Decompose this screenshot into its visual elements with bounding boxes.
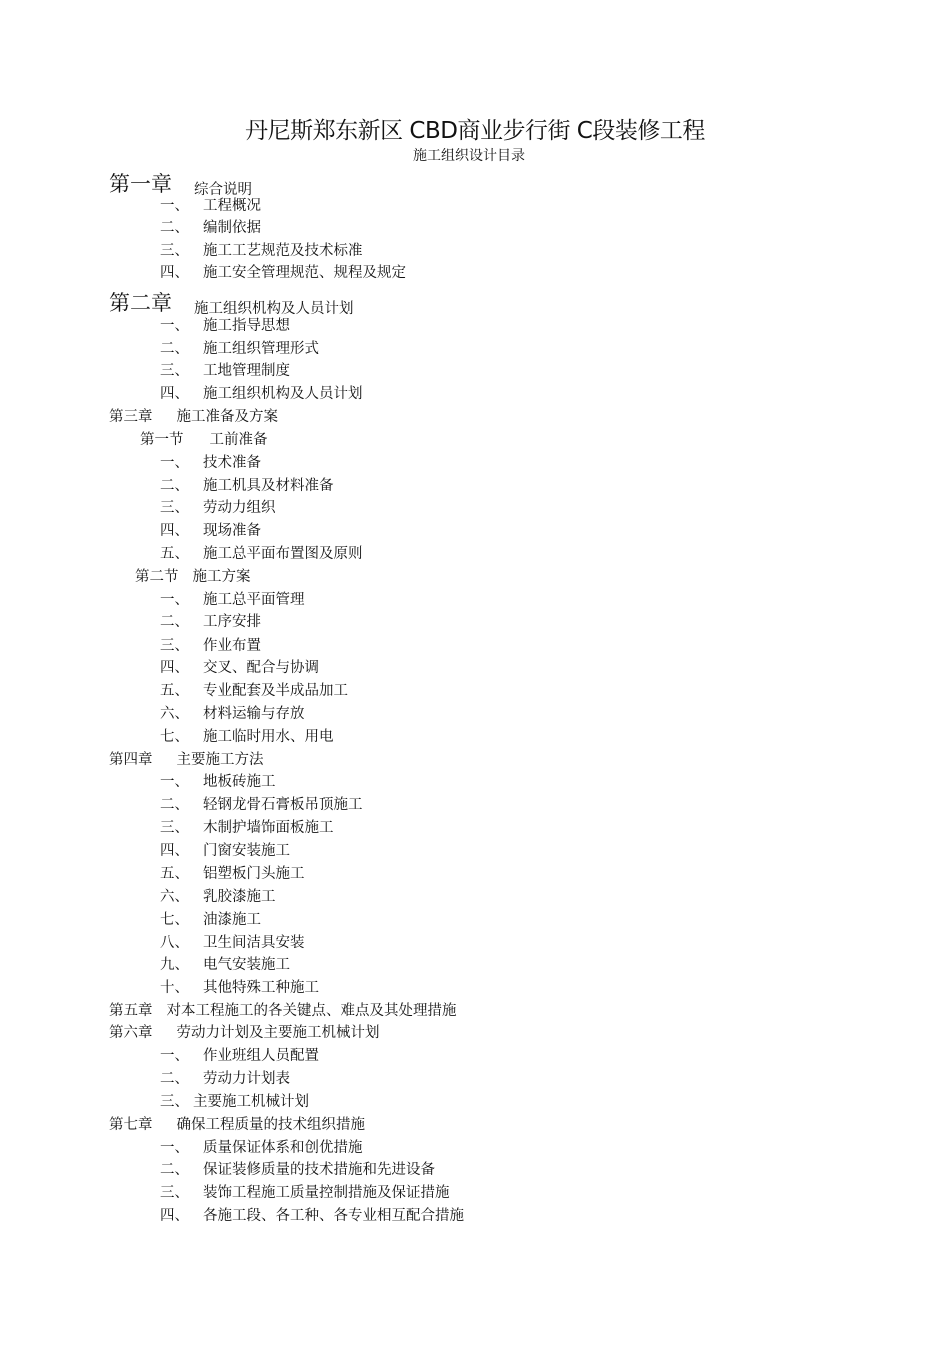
toc-entry-label: 一、 (160, 592, 189, 608)
toc-entry-label: 五、 (160, 866, 189, 882)
toc-entry-label: 五、 (160, 546, 189, 562)
toc-entry-text: 劳动力计划表 (203, 1071, 290, 1087)
toc-entry-text: 地板砖施工 (203, 774, 276, 790)
toc-entry-text: 施工准备及方案 (176, 409, 278, 425)
toc-entry (109, 1024, 380, 1042)
toc-entry (160, 705, 305, 723)
toc-entry (160, 522, 261, 540)
toc-entry (160, 934, 305, 952)
toc-entry-label: 七、 (160, 729, 189, 745)
toc-entry-text: 施工方案 (192, 569, 251, 585)
toc-entry-text: 卫生间洁具安装 (203, 935, 305, 951)
toc-entry (109, 172, 252, 196)
toc-entry (160, 842, 290, 860)
toc-entry-text: 其他特殊工种施工 (203, 980, 319, 996)
toc-entry-text: 劳动力计划及主要施工机械计划 (176, 1025, 380, 1041)
toc-entry (160, 385, 363, 403)
toc-entry-text: 铝塑板门头施工 (203, 866, 305, 882)
toc-entry-text: 施工总平面管理 (203, 592, 305, 608)
toc-entry (160, 219, 261, 237)
toc-entry-text: 电气安装施工 (203, 957, 290, 973)
toc-entry-label: 第三章 (109, 409, 153, 425)
toc-entry-text: 施工机具及材料准备 (203, 478, 334, 494)
toc-entry-text: 乳胶漆施工 (203, 889, 276, 905)
toc-entry-label: 三、 (160, 1185, 189, 1201)
toc-entry-text: 材料运输与存放 (203, 706, 305, 722)
toc-entry-text: 施工指导思想 (203, 318, 290, 334)
toc-entry-label: 三、 (160, 1094, 189, 1110)
toc-entry-text: 编制依据 (203, 220, 261, 236)
toc-entry (160, 911, 261, 929)
toc-entry-text: 主要施工方法 (176, 752, 264, 768)
toc-entry-text: 综合说明 (194, 182, 252, 198)
toc-entry-label: 第五章 (109, 1003, 153, 1019)
toc-entry (160, 454, 261, 472)
toc-entry-label: 一、 (160, 1048, 189, 1064)
toc-entry (109, 1116, 365, 1134)
toc-entry-label: 第一节 (140, 432, 184, 448)
toc-entry-text: 主要施工机械计划 (193, 1094, 309, 1110)
toc-entry (140, 431, 268, 449)
toc-entry (160, 1161, 435, 1179)
toc-entry (135, 568, 251, 586)
toc-entry (109, 408, 278, 426)
toc-entry-label: 第二节 (135, 569, 179, 585)
toc-entry-text: 技术准备 (203, 455, 261, 471)
toc-entry (160, 499, 276, 517)
toc-entry (160, 477, 334, 495)
toc-entry-text: 保证装修质量的技术措施和先进设备 (203, 1162, 435, 1178)
toc-entry-text: 装饰工程施工质量控制措施及保证措施 (203, 1185, 450, 1201)
toc-entry-text: 施工安全管理规范、规程及规定 (203, 265, 406, 281)
toc-entry (160, 773, 276, 791)
document-subtitle: 施工组织设计目录 (413, 148, 525, 164)
toc-entry-text: 施工组织机构及人员计划 (194, 301, 354, 317)
toc-entry (160, 362, 290, 380)
toc-entry-label: 第一章 (109, 172, 172, 196)
toc-entry (160, 613, 261, 631)
toc-entry (160, 545, 363, 563)
toc-entry-text: 工程概况 (203, 198, 261, 214)
toc-entry-text: 轻钢龙骨石膏板吊顶施工 (203, 797, 363, 813)
toc-entry (160, 1184, 450, 1202)
toc-entry-text: 木制护墙饰面板施工 (203, 820, 334, 836)
toc-entry (160, 264, 406, 282)
document-title: 丹尼斯郑东新区 CBD商业步行街 C段装修工程 (245, 118, 705, 144)
toc-entry-text: 工序安排 (203, 614, 261, 630)
toc-entry-label: 十、 (160, 980, 189, 996)
toc-entry-text: 作业班组人员配置 (203, 1048, 319, 1064)
toc-entry-text: 施工工艺规范及技术标准 (203, 243, 363, 259)
toc-entry-label: 五、 (160, 683, 189, 699)
toc-entry-label: 第六章 (109, 1025, 153, 1041)
toc-entry-text: 质量保证体系和创优措施 (203, 1140, 363, 1156)
toc-entry (160, 242, 363, 260)
toc-entry-text: 专业配套及半成品加工 (203, 683, 348, 699)
toc-entry (160, 340, 319, 358)
toc-entry (160, 659, 319, 677)
toc-entry-label: 八、 (160, 935, 189, 951)
toc-entry-label: 六、 (160, 706, 189, 722)
toc-entry-label: 四、 (160, 660, 189, 676)
toc-entry (160, 865, 305, 883)
toc-entry (160, 819, 334, 837)
toc-entry (160, 728, 334, 746)
toc-entry-text: 工前准备 (209, 432, 268, 448)
toc-entry (160, 888, 276, 906)
toc-entry-label: 二、 (160, 797, 189, 813)
toc-entry-label: 九、 (160, 957, 189, 973)
toc-entry-label: 三、 (160, 243, 189, 259)
toc-entry (160, 956, 290, 974)
toc-entry (160, 1047, 319, 1065)
toc-entry (160, 591, 305, 609)
toc-entry-text: 各施工段、各工种、各专业相互配合措施 (203, 1208, 464, 1224)
toc-entry-label: 一、 (160, 774, 189, 790)
toc-entry (160, 1207, 464, 1225)
toc-entry-text: 交叉、配合与协调 (203, 660, 319, 676)
toc-entry-label: 四、 (160, 523, 189, 539)
toc-entry-text: 对本工程施工的各关键点、难点及其处理措施 (166, 1003, 457, 1019)
toc-entry (160, 682, 348, 700)
toc-entry (160, 637, 261, 655)
toc-entry-label: 第二章 (109, 291, 172, 315)
toc-entry-label: 七、 (160, 912, 189, 928)
toc-entry-label: 一、 (160, 1140, 189, 1156)
toc-entry-text: 劳动力组织 (203, 500, 276, 516)
toc-entry-label: 一、 (160, 318, 189, 334)
toc-entry-text: 现场准备 (203, 523, 261, 539)
toc-entry-label: 二、 (160, 220, 189, 236)
toc-entry (109, 751, 264, 769)
toc-entry-label: 四、 (160, 386, 189, 402)
toc-entry (160, 1070, 290, 1088)
toc-entry-text: 工地管理制度 (203, 363, 290, 379)
toc-entry-text: 油漆施工 (203, 912, 261, 928)
toc-entry-text: 施工总平面布置图及原则 (203, 546, 363, 562)
toc-entry (160, 796, 363, 814)
toc-entry-label: 三、 (160, 363, 189, 379)
toc-entry-label: 一、 (160, 455, 189, 471)
toc-entry-text: 作业布置 (203, 638, 261, 654)
toc-entry-label: 四、 (160, 843, 189, 859)
toc-entry-label: 六、 (160, 889, 189, 905)
toc-entry-label: 三、 (160, 638, 189, 654)
toc-entry-text: 施工临时用水、用电 (203, 729, 334, 745)
toc-entry-label: 三、 (160, 500, 189, 516)
toc-entry-label: 第七章 (109, 1117, 153, 1133)
toc-entry (160, 1093, 309, 1111)
toc-entry (160, 197, 261, 215)
toc-entry-label: 二、 (160, 341, 189, 357)
toc-entry-label: 四、 (160, 1208, 189, 1224)
toc-entry-label: 二、 (160, 1162, 189, 1178)
toc-entry (160, 979, 319, 997)
toc-entry (109, 1002, 457, 1020)
toc-entry-label: 四、 (160, 265, 189, 281)
toc-entry-text: 施工组织机构及人员计划 (203, 386, 363, 402)
toc-entry (109, 291, 354, 315)
toc-entry-label: 二、 (160, 478, 189, 494)
toc-entry-label: 二、 (160, 1071, 189, 1087)
toc-entry-label: 一、 (160, 198, 189, 214)
toc-entry (160, 1139, 363, 1157)
toc-entry-text: 门窗安装施工 (203, 843, 290, 859)
toc-entry (160, 317, 290, 335)
toc-entry-label: 二、 (160, 614, 189, 630)
toc-entry-text: 施工组织管理形式 (203, 341, 319, 357)
toc-entry-text: 确保工程质量的技术组织措施 (176, 1117, 365, 1133)
toc-entry-label: 第四章 (109, 752, 153, 768)
toc-entry-label: 三、 (160, 820, 189, 836)
